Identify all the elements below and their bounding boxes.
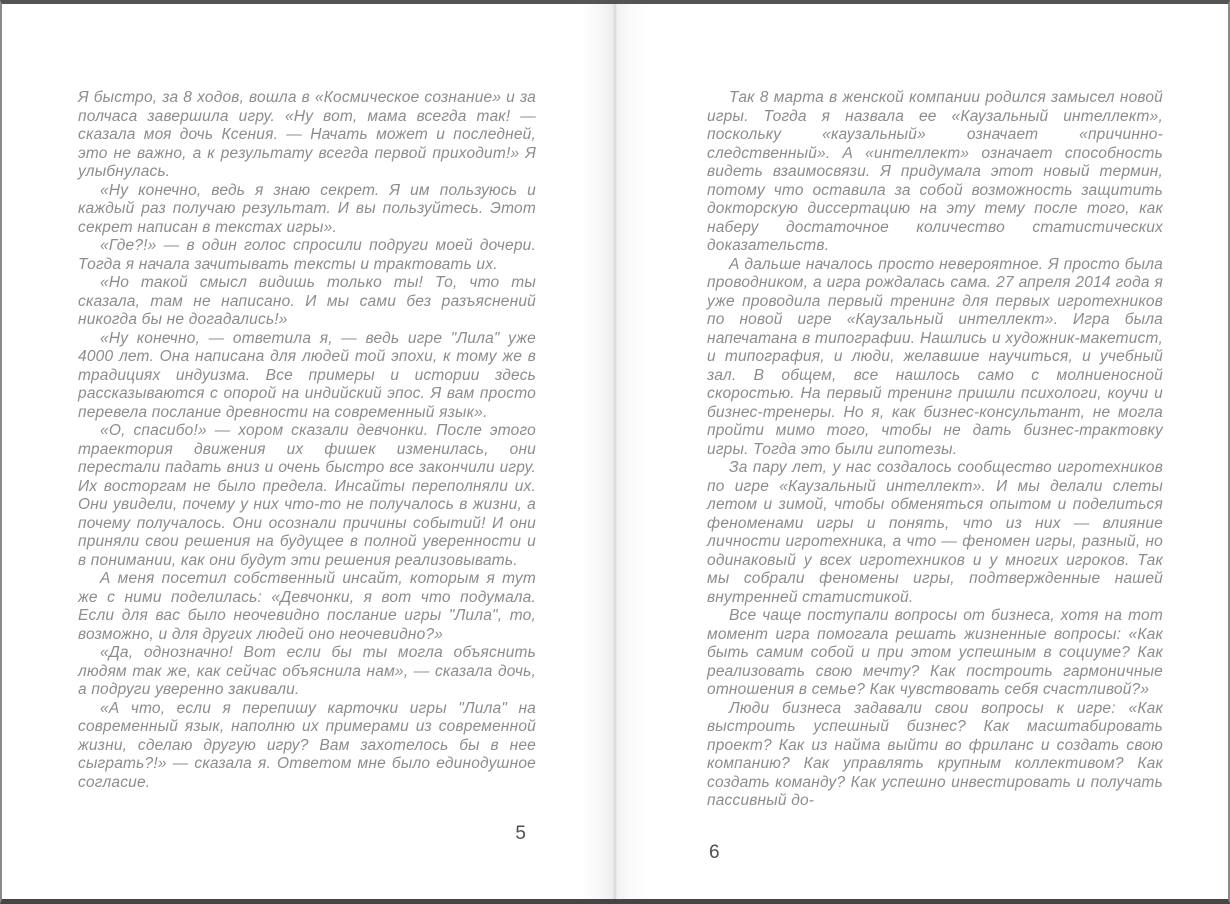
page-number-right: 6 bbox=[709, 841, 720, 863]
paragraph: Все чаще поступали вопросы от бизнеса, хотя на тот момент игра помогала решать жизненные вопросы: «Как быть самим собой и при этом успешным в социуме? Как реализовать свою мечту? Как построить гармоничные отношения в семье? Как чувствовать себя счастливой?» bbox=[707, 607, 1163, 698]
page-right bbox=[613, 4, 1228, 899]
page-number-left: 5 bbox=[515, 823, 526, 844]
paragraph: Я быстро, за 8 ходов, вошла в «Космическое сознание» и за полчаса завершила игру. «Ну вот, мама всегда так! — сказала моя дочь Ксения. — Начать может и последней, это не важно, а к результату всегда первой приходит!» Я улыбнулась. bbox=[78, 89, 536, 180]
paragraph: «О, спасибо!» — хором сказали девчонки. После этого траектория движения их фишек изменилась, они перестали падать вниз и очень быстро все закончили игру. Их восторгам не было предела. Инсайты переполняли их. Они увидели, почему у них что-то не получалось в жизни, а почему получалось. Они осознали причины событий! И они приняли свои решения на будущее в полной уверенности и в понимании, как они будут эти решения реализовывать. bbox=[78, 422, 536, 569]
page-left bbox=[2, 4, 613, 899]
paragraph: «Но такой смысл видишь только ты! То, что ты сказала, там не написано. И мы сами без разъяснений никогда бы не догадались!» bbox=[78, 274, 536, 328]
paragraph: «Где?!» — в один голос спросили подруги моей дочери. Тогда я начала зачитывать тексты и трактовать их. bbox=[78, 237, 536, 273]
paragraph: «Да, однозначно! Вот если бы ты могла объяснить людям так же, как сейчас объяснила нам», — сказала дочь, а подруги уверенно закивали. bbox=[78, 644, 536, 698]
paragraph: «Ну конечно, ведь я знаю секрет. Я им пользуюсь и каждый раз получаю результат. И вы пользуйтесь. Этот секрет написан в текстах игры». bbox=[78, 181, 536, 236]
paragraph: «Ну конечно, — ответила я, — ведь игре "Лила" уже 4000 лет. Она написана для людей той эпохи, к тому же в традициях индуизма. Все примеры и истории здесь рассказываются с опорой на индийский эпос. Я вам просто перевела послание древности на современный язык». bbox=[78, 329, 536, 421]
page-left-text bbox=[78, 89, 536, 792]
paragraph: А дальше началось просто невероятное. Я просто была проводником, а игра рождалась сама. 27 апреля 2014 года я уже проводила первый тренинг для первых игротехников по новой игре «Каузальный интеллект». Игра была напечатана в типографии. Нашлись и художник-макетист, и типография, и люди, желавшие научиться, и учебный зал. В общем, все нашлось само с молниеносной скоростью. На первый тренинг пришли психологи, коучи и бизнес-тренеры. Но я, как бизнес-консультант, не могла пройти мимо того, чтобы не дать бизнес-трактовку игры. Тогда это были гипотезы. bbox=[707, 255, 1163, 458]
paragraph: «А что, если я перепишу карточки игры "Лила" на современный язык, наполню их примерами из современной жизни, сделаю другую игру? Вам захотелось бы в нее сыграть?!» — сказала я. Ответом мне было единодушное согласие. bbox=[78, 699, 536, 791]
paragraph: Люди бизнеса задавали свои вопросы к игре: «Как выстроить успешный бизнес? Как масштабировать проект? Как из найма выйти во фриланс и создать свою компанию? Как управлять крупным коллективом? Как создать команду? Как успешно инвестировать и получать пассивный до- bbox=[707, 699, 1163, 809]
page-right-text bbox=[707, 89, 1163, 811]
paragraph: Так 8 марта в женской компании родился замысел новой игры. Тогда я назвала ее «Каузальный интеллект», поскольку «каузальный» означает «причинно-следственный». А «интеллект» означает способность видеть взаимосвязи. Я придумала этот новый термин, потому что оставила за собой возможность защитить докторскую диссертацию на эту тему после того, как наберу достаточное количество статистических доказательств. bbox=[707, 89, 1163, 254]
paragraph: За пару лет, у нас создалось сообщество игротехников по игре «Каузальный интеллект». И мы делали слеты летом и зимой, чтобы обменяться опытом и поделиться феноменами игры и понять, что из них — влияние личности игротехника, а что — феномен игры, разный, но одинаковый у всех игротехников и у многих игроков. Так мы собрали феномены игры, подтвержденные нашей внутренней статистикой. bbox=[707, 459, 1163, 606]
paragraph: А меня посетил собственный инсайт, которым я тут же с ними поделилась: «Девчонки, я вот что подумала. Если для вас было неочевидно послание игры "Лила", то, возможно, и для других людей оно неочевидно?» bbox=[78, 570, 536, 643]
